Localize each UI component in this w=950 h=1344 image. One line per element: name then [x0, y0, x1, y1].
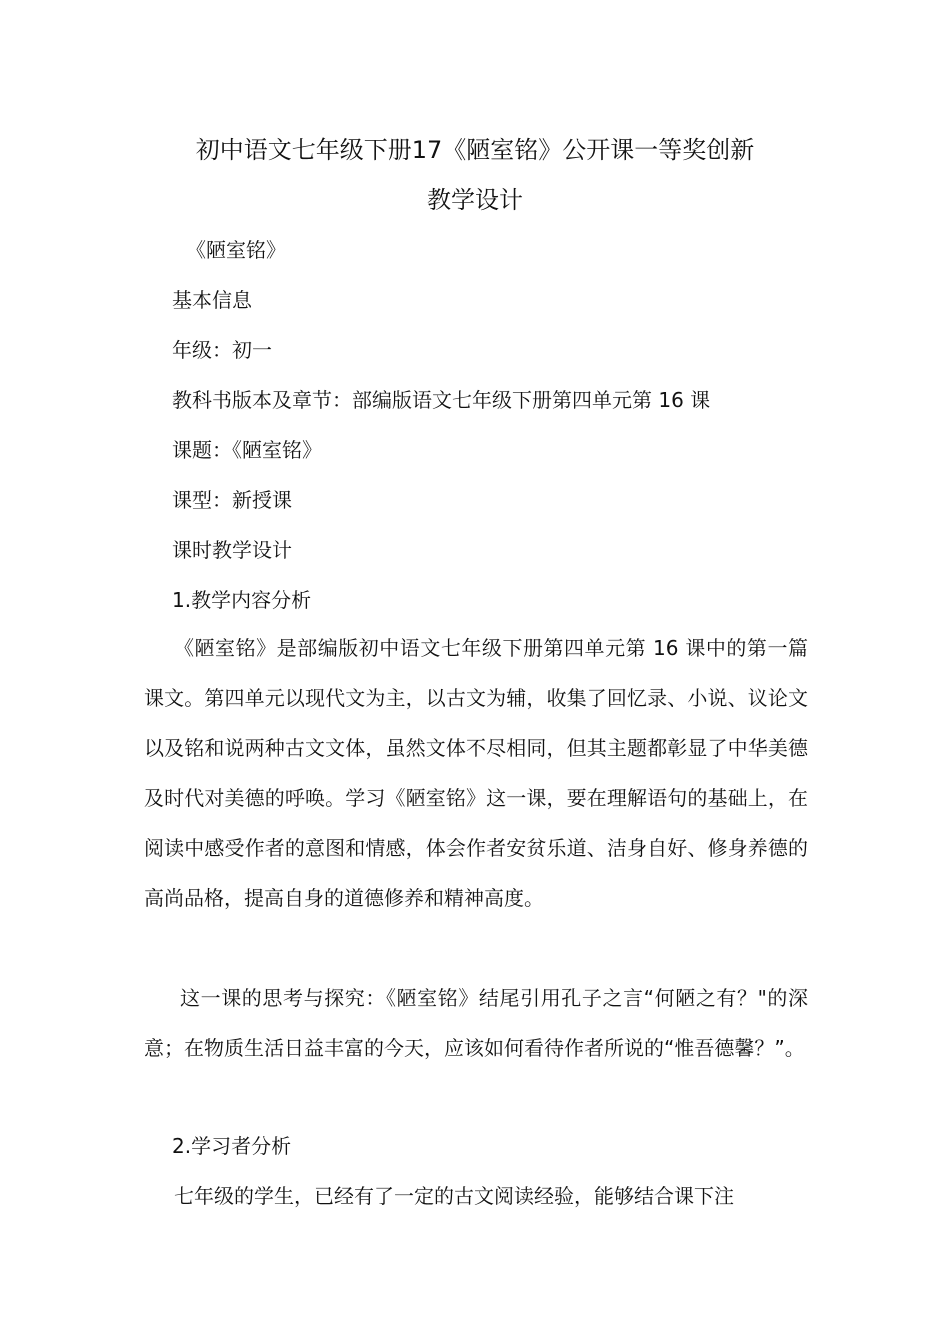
section-2-heading: 2.学习者分析	[172, 1134, 292, 1158]
lesson-subtitle: 《陋室铭》	[186, 238, 286, 262]
document-title-line-1: 初中语文七年级下册17《陋室铭》公开课一等奖创新	[195, 136, 755, 164]
section-1-paragraph-1: 《陋室铭》是部编版初中语文七年级下册第四单元第 16 课中的第一篇课文。第四单元以现代文为主，以古文为辅，收集了回忆录、小说、议论文以及铭和说两种古文文体，虽然文体不尽相同，但其主题都彰显了中华美德及时代对美德的呼唤。学习《陋室铭》这一课，要在理解语句的基础上，在阅读中感受作者的意图和情感，体会作者安贫乐道、洁身自好、修身养德的高尚品格，提高自身的道德修养和精神高度。	[144, 636, 808, 910]
section-1-paragraph-2: 这一课的思考与探究：《陋室铭》结尾引用孔子之言“何陋之有？"的深意；在物质生活日益丰富的今天，应该如何看待作者所说的“惟吾德馨？”。	[144, 986, 808, 1060]
grade-line: 年级：初一	[172, 338, 272, 362]
topic-line: 课题：《陋室铭》	[172, 438, 322, 462]
lesson-type-line: 课型：新授课	[172, 488, 292, 512]
section-2-paragraph-1: 七年级的学生，已经有了一定的古文阅读经验，能够结合课下注	[174, 1184, 734, 1208]
basic-info-heading: 基本信息	[172, 288, 252, 312]
section-1-heading: 1.教学内容分析	[172, 588, 312, 612]
document-title-line-2: 教学设计	[427, 186, 523, 214]
design-heading: 课时教学设计	[172, 538, 292, 562]
textbook-line: 教科书版本及章节：部编版语文七年级下册第四单元第 16 课	[172, 388, 711, 412]
